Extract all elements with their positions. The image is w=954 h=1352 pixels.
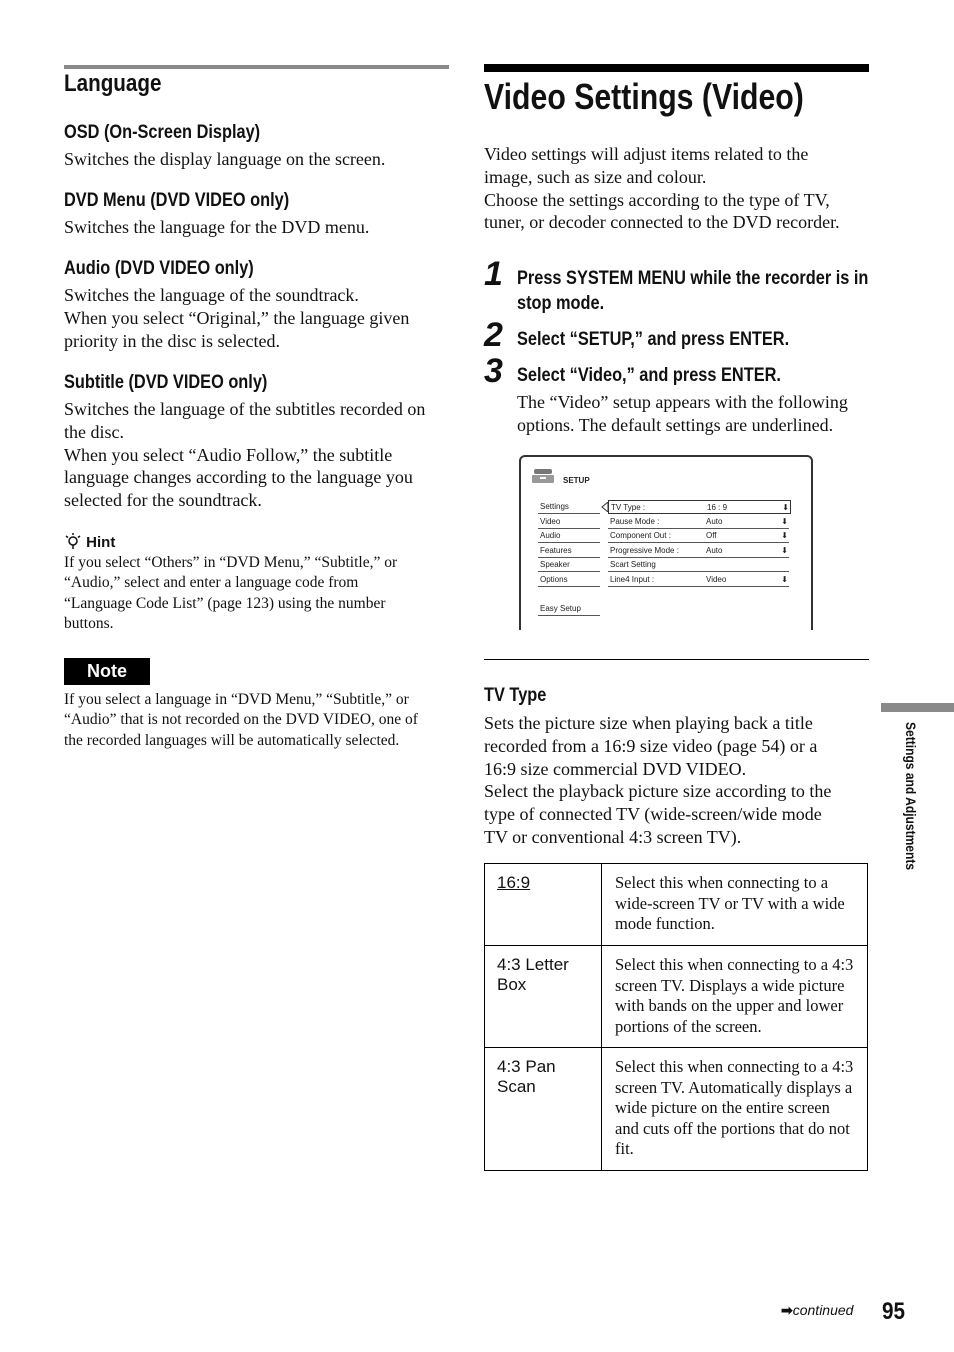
hint-text [64,553,397,634]
menu-item-speaker: Speaker [538,558,600,572]
text-line: “Audio,” select and enter a language code from [64,574,359,592]
text-line: Choose the settings according to the type of TV, [484,189,830,210]
arrow-down-icon: ⬇ [781,517,788,526]
option-value: Off [706,531,717,540]
text-line: buttons. [64,614,114,632]
step-number-1: 1 [484,255,503,293]
step-number-3: 3 [484,352,503,390]
menu-item-easy-setup: Easy Setup [538,602,600,616]
option-label: Pause Mode : [610,517,660,526]
text-line: If you select a language in “DVD Menu,” “Subtitle,” or [64,691,409,708]
description-cell: Select this when connecting to a 4:3 screen TV. Displays a wide picture with bands on the upper and lower portions of the screen. [602,946,868,1048]
section-rule-right [484,64,869,72]
arrow-down-icon: ⬇ [781,575,788,584]
option-label: Progressive Mode : [610,546,679,555]
text-line: Sets the picture size when playing back a title [484,713,813,733]
page-title: Video Settings (Video) [484,76,804,117]
text-line: language changes according to the language you [64,467,413,488]
toolbox-icon [531,468,555,484]
text-line: Switches the language of the subtitles recorded on [64,399,426,419]
text-line: 16:9 size commercial DVD VIDEO. [484,758,747,779]
heading-osd: OSD (On-Screen Display) [64,122,261,143]
text-tv-type [484,712,831,849]
note-text [64,690,418,751]
description-cell: Select this when connecting to a wide-screen TV or TV with a wide mode function. [602,864,868,946]
tv-type-options-table [484,863,868,1171]
text-line: When you select “Audio Follow,” the subtitle [64,444,393,465]
option-row-pause-mode [608,515,789,529]
option-label: TV Type : [611,503,646,512]
option-cell: 4:3 Letter Box [485,946,602,1048]
menu-item-options: Options [538,573,600,587]
text-line: recorded from a 16:9 size video (page 54) or a [484,735,818,756]
text-line: “Audio” that is not recorded on the DVD VIDEO, one of [64,711,418,729]
option-value: Video [706,575,727,584]
text-dvd-menu: Switches the language for the DVD menu. [64,217,370,237]
option-value: 16 : 9 [707,503,728,512]
step-text-1: Press SYSTEM MENU while the recorder is in stop mode. [517,268,869,314]
continued-indicator [781,1302,853,1319]
option-value: Auto [706,517,723,526]
text-line: priority in the disc is selected. [64,330,280,351]
heading-tv-type: TV Type [484,685,547,706]
arrow-right-icon: ➡ [781,1302,793,1318]
text-line: tuner, or decoder connected to the DVD recorder. [484,212,840,233]
option-row-component-out [608,529,789,543]
arrow-down-icon: ⬇ [782,503,789,512]
option-default-16-9: 16:9 [497,873,531,892]
table-row [485,1048,868,1171]
lightbulb-icon [64,532,82,550]
heading-subtitle: Subtitle (DVD VIDEO only) [64,372,268,393]
text-line: The “Video” setup appears with the following [517,392,848,412]
option-label: Line4 Input : [610,575,655,584]
arrow-down-icon: ⬇ [781,546,788,555]
heading-audio: Audio (DVD VIDEO only) [64,258,254,279]
table-row [485,864,868,946]
option-row-tv-type [608,500,791,514]
continued-label: continued [792,1302,854,1318]
text-line: the recorded languages will be automatically selected. [64,731,400,749]
option-row-progressive-mode [608,544,789,558]
option-row-line4-input [608,573,789,587]
text-line: selected for the soundtrack. [64,490,262,511]
hint-label: Hint [86,534,116,551]
heading-dvd-menu: DVD Menu (DVD VIDEO only) [64,190,290,211]
text-line: Switches the language of the soundtrack. [64,285,359,305]
step-text-3: Select “Video,” and press ENTER. [517,365,781,386]
option-label: Scart Setting [610,560,656,569]
text-subtitle [64,398,425,512]
option-row-scart-setting [608,558,789,572]
step3-description [517,391,848,437]
menu-item-features: Features [538,544,600,558]
text-line: the disc. [64,421,124,442]
option-label: Component Out : [610,531,671,540]
option-cell: 4:3 Pan Scan [485,1048,602,1171]
table-row [485,946,868,1048]
section-divider [484,659,869,660]
text-audio [64,284,409,352]
step-number-2: 2 [484,316,503,354]
text-line: image, such as size and colour. [484,166,707,187]
side-tab-bar [881,703,954,712]
text-line: Video settings will adjust items related to the [484,144,809,164]
text-line: If you select “Others” in “DVD Menu,” “Subtitle,” or [64,554,398,571]
text-line: “Language Code List” (page 123) using the number [64,594,386,612]
text-osd: Switches the display language on the screen. [64,149,386,169]
intro-text [484,143,840,234]
text-line: Select the playback picture size according to the [484,781,832,802]
step-text-2: Select “SETUP,” and press ENTER. [517,329,790,350]
text-line: type of connected TV (wide-screen/wide mode [484,804,822,825]
side-tab-label: Settings and Adjustments [903,722,919,871]
page-number: 95 [882,1298,905,1325]
menu-item-settings: Settings [538,500,600,514]
setup-screen-title: SETUP [563,476,590,485]
section-rule-left [64,65,449,69]
description-cell: Select this when connecting to a 4:3 screen TV. Automatically displays a wide picture on the entire screen and cuts off the portions that do not fit. [602,1048,868,1171]
hint-header [64,532,115,551]
option-cell [485,864,602,946]
option-value: Auto [706,546,723,555]
arrow-down-icon: ⬇ [781,531,788,540]
text-line: TV or conventional 4:3 screen TV). [484,826,742,847]
section-title-language: Language [64,70,162,97]
text-line: options. The default settings are underlined. [517,414,834,435]
menu-item-audio: Audio [538,529,600,543]
menu-item-video: Video [538,515,600,529]
text-line: When you select “Original,” the language given [64,307,410,328]
note-label: Note [64,658,150,685]
